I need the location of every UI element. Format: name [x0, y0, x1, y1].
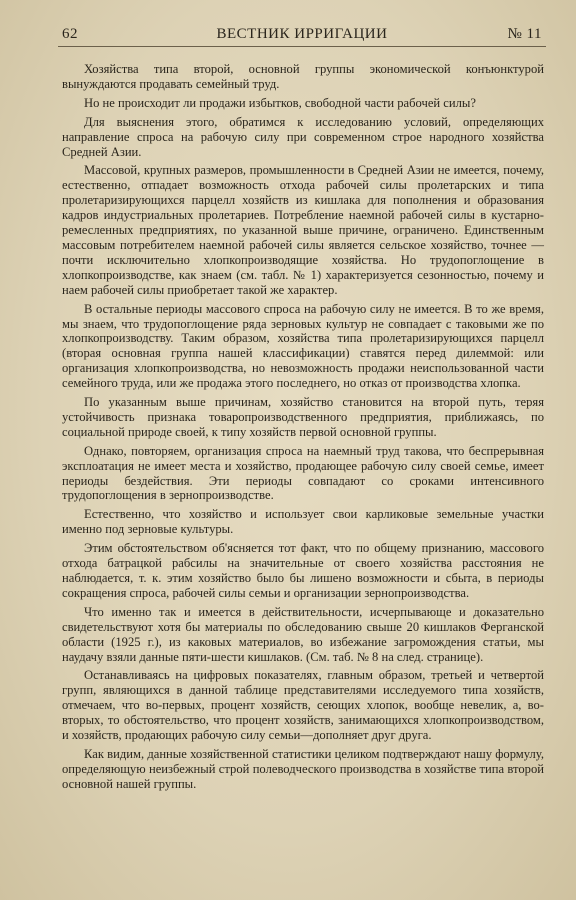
header-rule	[58, 46, 546, 47]
paragraph: В остальные периоды массового спроса на рабочую силу не имеется. В то же время, мы знаем, что трудопоглощение ряда зерновых культур не совпадает с таковыми же по хлопкопроизводству. Таким образом, хозяйства типа пролетаризирующихся парцелл (вторая основная группа нашей классификации) ставятся перед дилеммой: или организация хлопкопроизводства, но невозможность продажи неиспользованной части семейного труда, или же продажа этого последнего, но отказ от производства хлопка.	[62, 301, 544, 391]
issue-number: № 11	[507, 26, 542, 42]
page-number: 62	[62, 26, 78, 42]
paragraph: Останавливаясь на цифровых показателях, главным образом, третьей и четвертой групп, являющихся в данной таблице представителями исследуемого типа хозяйств, отмечаем, что во-первых, процент хозяйств, сеющих хлопок, вообще невелик, а, во-вторых, то обстоятельство, что процент хозяйств, занимающихся хлопкопроизводством, и хозяйств, продающих рабочую силу семьи—дополняет друг друга.	[62, 668, 544, 743]
paragraph: Массовой, крупных размеров, промышленности в Средней Азии не имеется, почему, естественно, отпадает возможность отхода рабочей силы пролетарских и типа пролетаризирующихся парцелл хозяйств из кишлака для пополнения и образования кадров индустриальных пролетариев. Потребление наемной рабочей силы в кустарно-ремесленных предприятиях, по указанной выше причине, ограничено. Единственным массовым потребителем наемной рабочей силы является сельское хозяйство, точнее —почти исключительно хлопкопроизводящие хозяйства. Но трудопоглощение в хлопкопроизводстве, как знаем (см. табл. № 1) характеризуется сезонностью, почему и наем рабочей силы приобретает такой же характер.	[62, 163, 544, 297]
paragraph: Однако, повторяем, организация спроса на наемный труд такова, что беспрерывная эксплоатация не имеет места и хозяйство, продающее рабочую силу своей семье, имеет периоды бездействия. Эти периоды совпадают со сроками интенсивного трудопоглощения в зернопроизводстве.	[62, 443, 544, 503]
article-body	[62, 62, 544, 884]
paragraph: Но не происходит ли продажи избытков, свободной части рабочей силы?	[84, 95, 476, 110]
paragraph: Что именно так и имеется в действительности, исчерпывающе и доказательно свидетельствуют хотя бы материалы по обследованию свыше 20 кишлаков Ферганской области (1925 г.), из каковых материалов, во избежание загромождения статьи, мы наудачу взяли данные пяти-шести кишлаков. (См. таб. № 8 на след. странице).	[62, 604, 544, 664]
page-header	[62, 26, 542, 46]
paragraph: По указанным выше причинам, хозяйство становится на второй путь, теряя устойчивость признака товаропроизводственного предприятия, приближаясь, по социальной природе своей, к типу хозяйств первой основной группы.	[62, 395, 544, 439]
paragraph: Хозяйства типа второй, основной группы экономической конъюнктурой вынуждаются продавать семейный труд.	[62, 62, 544, 91]
journal-title: ВЕСТНИК ИРРИГАЦИИ	[216, 26, 388, 42]
paragraph: Этим обстоятельством об'ясняется тот факт, что по общему признанию, массового отхода батрацкой рабсилы на значительные от своего хозяйства расстояния не наблюдается, т. к. этим хозяйство было бы лишено возможности и сбыта, в периоды сокращения спроса, рабочей силы семьи и организации зернопроизводства.	[62, 541, 544, 600]
paragraph: Как видим, данные хозяйственной статистики целиком подтверждают нашу формулу, определяющую неизбежный строй полеводческого производства в хозяйстве типа второй основной нашей группы.	[62, 746, 544, 791]
paragraph: Для выяснения этого, обратимся к исследованию условий, определяющих направление спроса на рабочую силу при современном строе народного хозяйства Средней Азии.	[62, 114, 544, 159]
paragraph: Естественно, что хозяйство и использует свои карликовые земельные участки именно под зерновые культуры.	[62, 507, 544, 537]
